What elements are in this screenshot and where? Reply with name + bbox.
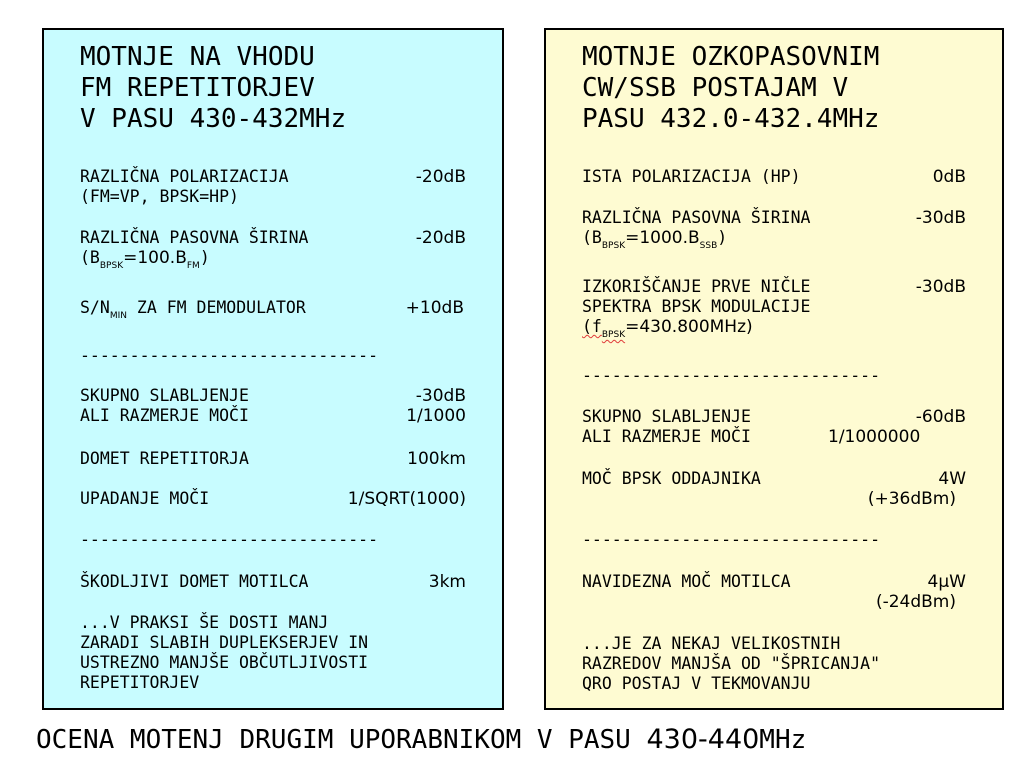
fm-repeater-panel — [42, 28, 504, 710]
apparent-power-row: NAVIDEZNA MOČ MOTILCA 4µW — [582, 572, 966, 592]
apparent-power-dbm: (-24dBm) — [875, 592, 956, 612]
divider: ------------------------------ — [582, 366, 881, 385]
total-row: SKUPNO SLABLJENJE -30dB — [80, 386, 466, 406]
ratio-row: ALI RAZMERJE MOČI 1/1000 — [80, 406, 466, 426]
sn-row: $S/N_{MIN}$ ZA FM DEMODULATOR +10dB — [80, 298, 464, 321]
polarization-row: ISTA POLARIZACIJA (HP) 0dB — [582, 167, 966, 187]
harmful-range-row: ŠKODLJIVI DOMET MOTILCA 3km — [80, 572, 466, 592]
note-line: QRO POSTAJ V TEKMOVANJU — [582, 674, 811, 693]
tx-power-row: MOČ BPSK ODDAJNIKA 4W — [582, 469, 966, 489]
cw-ssb-panel-title: MOTNJE OZKOPASOVNIM CW/SSB POSTAJAM V PASU 432.0-432.4MHz — [582, 42, 880, 134]
cw-ssb-panel — [544, 28, 1004, 710]
power-drop-row: UPADANJE MOČI 1/SQRT(1000) — [80, 489, 466, 509]
first-null-row-2: SPEKTRA BPSK MODULACIJE — [582, 297, 811, 316]
bandwidth-note: $(B_{BPSK}=100.B_{FM})$ — [80, 248, 210, 271]
tx-power-dbm: (+36dBm) — [867, 489, 956, 509]
polarization-row: RAZLIČNA POLARIZACIJA -20dB — [80, 167, 466, 187]
page-caption: OCENA MOTENJ DRUGIM UPORABNIKOM V PASU 430-440MHz — [36, 724, 807, 755]
ratio-row: ALI RAZMERJE MOČI 1/1000000 — [582, 427, 921, 447]
divider: ------------------------------ — [582, 530, 881, 549]
note-line: ZARADI SLABIH DUPLEKSERJEV IN — [80, 633, 369, 652]
polarization-note: (FM=VP, BPSK=HP) — [80, 187, 239, 206]
total-row: SKUPNO SLABLJENJE -60dB — [582, 407, 966, 427]
divider: ------------------------------ — [80, 530, 379, 549]
divider: ------------------------------ — [80, 346, 379, 365]
fm-panel-title: MOTNJE NA VHODU FM REPETITORJEV V PASU 430-432MHz — [80, 42, 347, 134]
range-row: DOMET REPETITORJA 100km — [80, 449, 466, 469]
bandwidth-row: RAZLIČNA PASOVNA ŠIRINA -20dB — [80, 228, 466, 248]
note-line: ...V PRAKSI ŠE DOSTI MANJ — [80, 613, 329, 632]
note-line: REPETITORJEV — [80, 673, 200, 692]
bandwidth-row: RAZLIČNA PASOVNA ŠIRINA -30dB — [582, 208, 966, 228]
note-line: ...JE ZA NEKAJ VELIKOSTNIH — [582, 634, 841, 653]
first-null-note: $(f_{BPSK}=430.800MHz)$ — [582, 317, 753, 340]
note-line: USTREZNO MANJŠE OBČUTLJIVOSTI — [80, 653, 369, 672]
note-line: RAZREDOV MANJŠA OD "ŠPRICANJA" — [582, 654, 881, 673]
bandwidth-note: $(B_{BPSK}=1000.B_{SSB})$ — [582, 228, 728, 251]
first-null-row: IZKORIŠČANJE PRVE NIČLE -30dB — [582, 277, 966, 297]
